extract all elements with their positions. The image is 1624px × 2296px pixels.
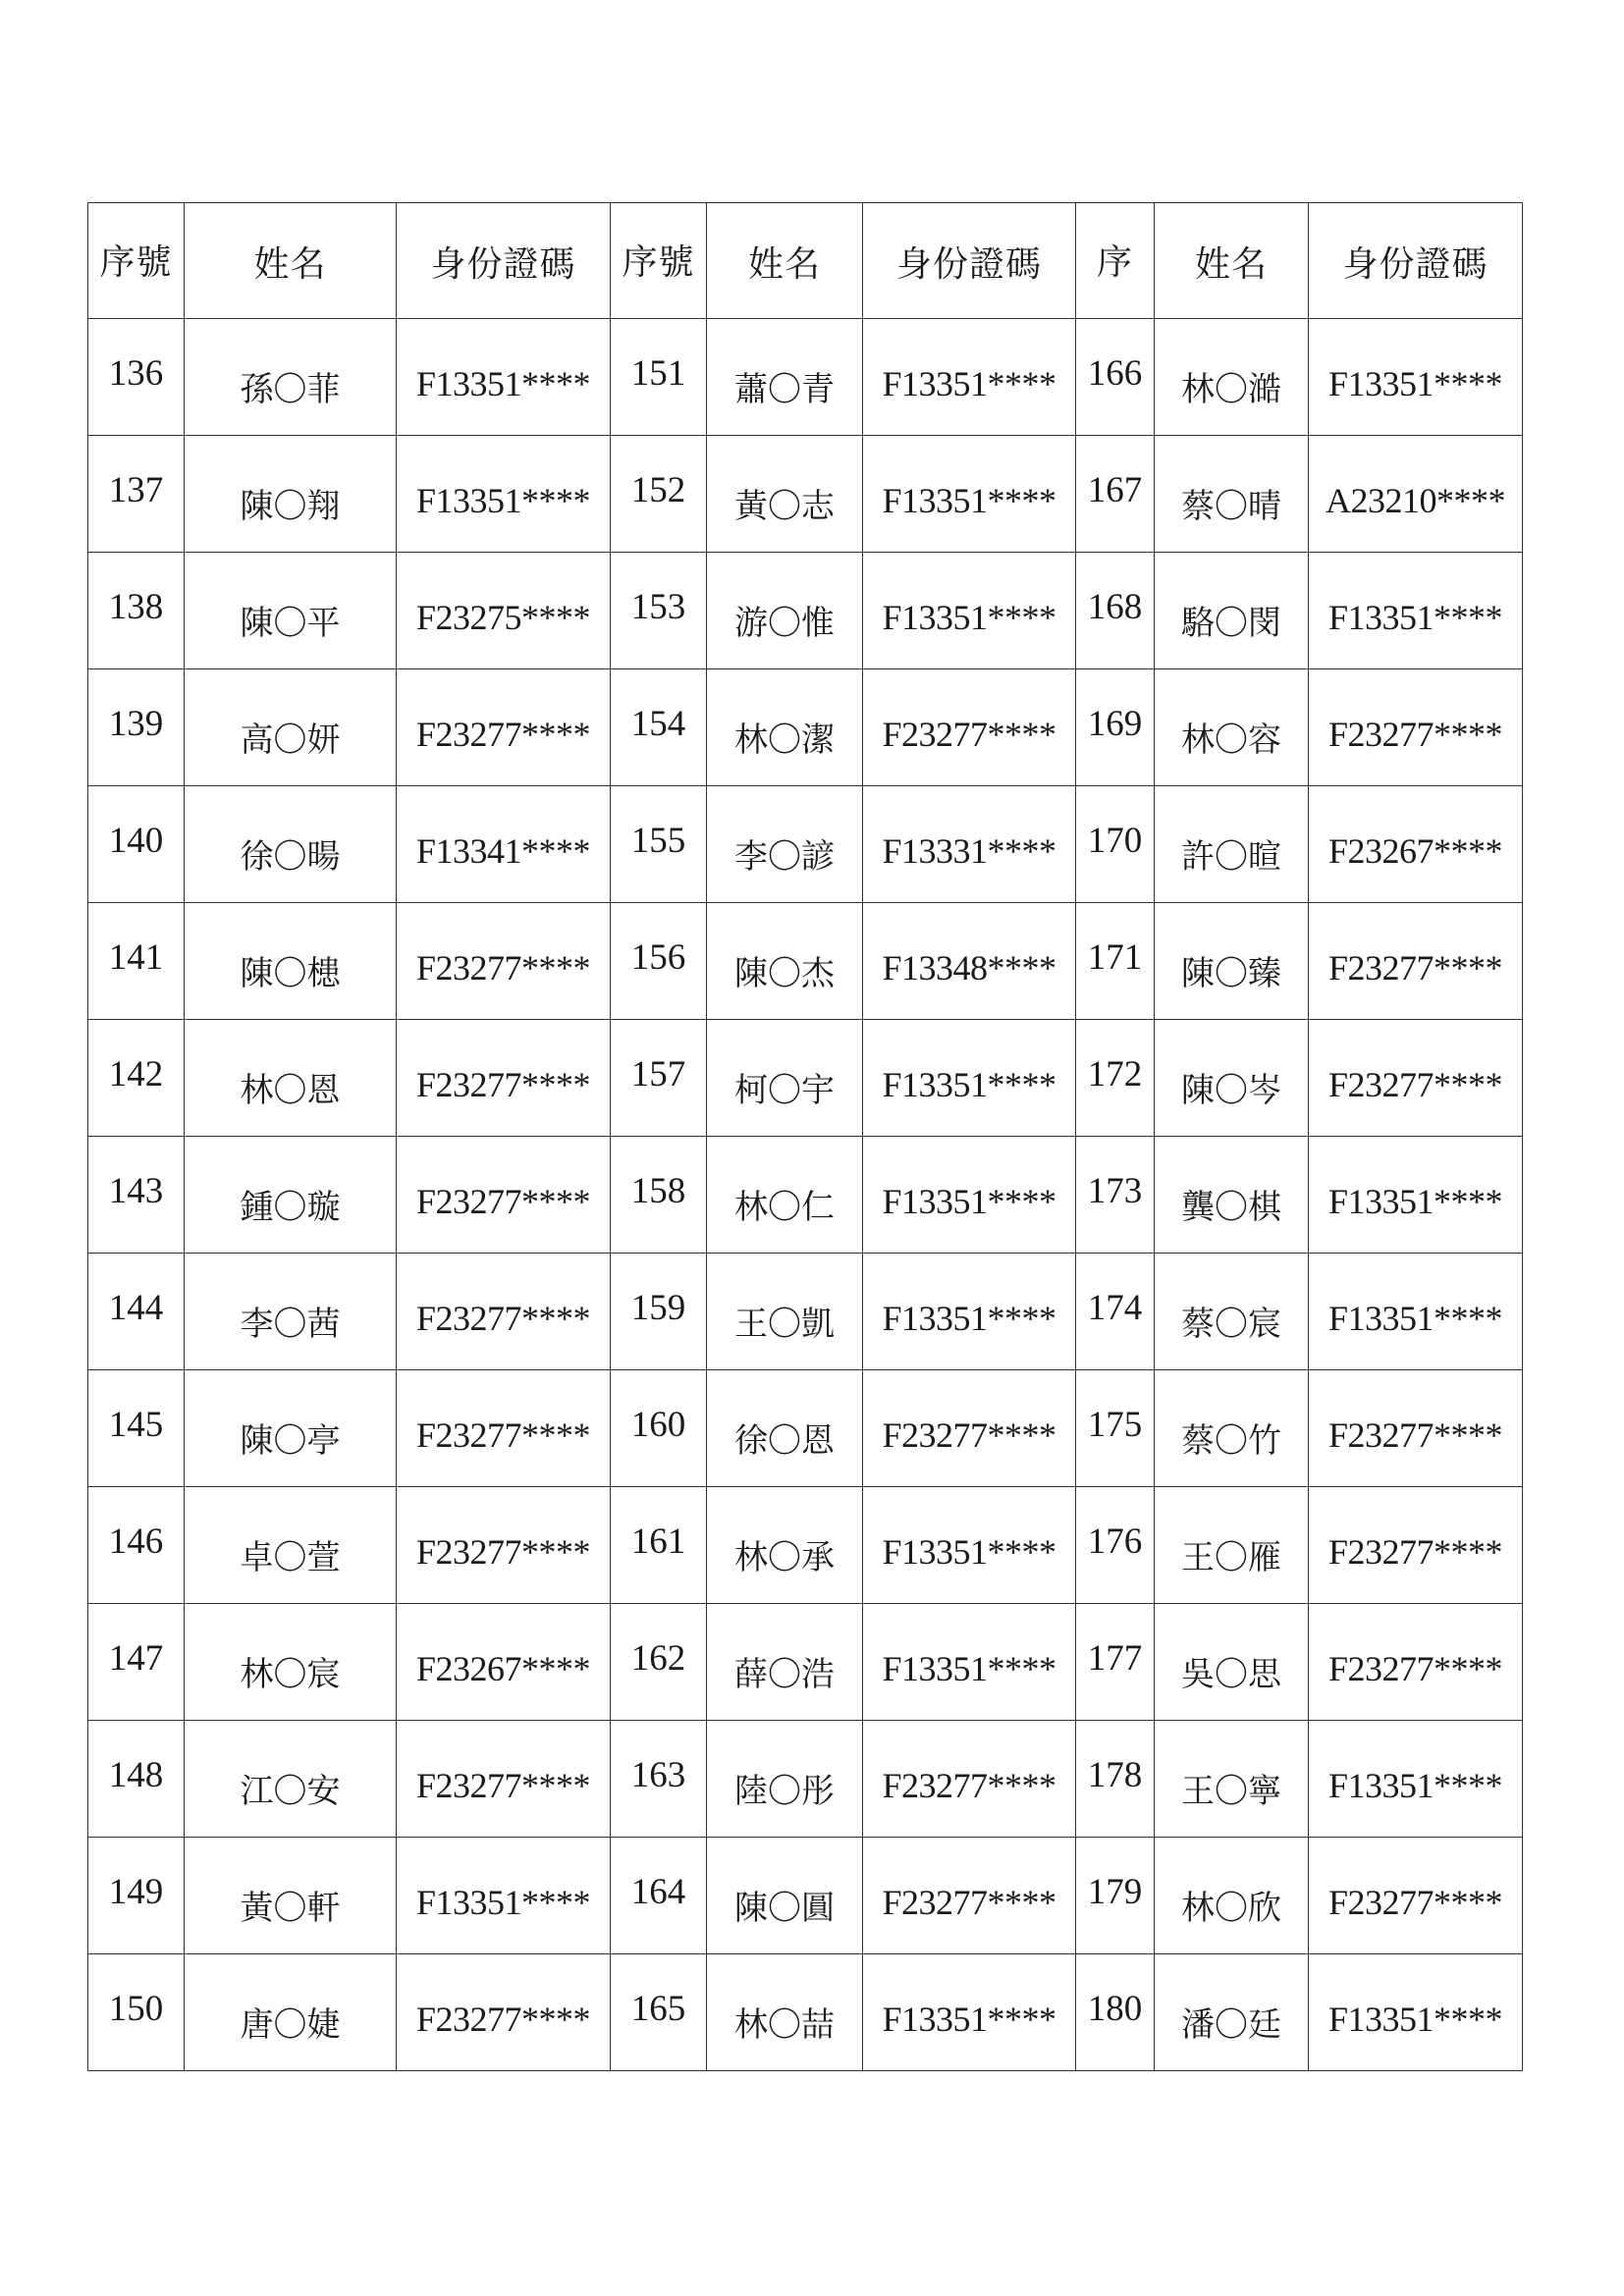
seq-cell: 165: [611, 1954, 707, 2071]
roster-body: [88, 319, 1523, 2071]
seq-cell: 180: [1076, 1954, 1155, 2071]
name-cell: 龔〇棋: [1155, 1137, 1309, 1254]
table-row: [88, 553, 1523, 669]
id-cell: F13331****: [863, 786, 1076, 903]
id-cell: F13351****: [1309, 1137, 1523, 1254]
name-cell: 陳〇翔: [185, 436, 397, 553]
seq-cell: 164: [611, 1838, 707, 1954]
name-cell: 李〇茜: [185, 1254, 397, 1370]
id-cell: F23277****: [863, 1838, 1076, 1954]
name-cell: 駱〇閔: [1155, 553, 1309, 669]
name-cell: 陳〇臻: [1155, 903, 1309, 1020]
seq-cell: 169: [1076, 669, 1155, 786]
name-cell: 林〇恩: [185, 1020, 397, 1137]
id-cell: F13348****: [863, 903, 1076, 1020]
name-cell: 王〇雁: [1155, 1487, 1309, 1604]
seq-cell: 147: [88, 1604, 185, 1721]
header-seq: 序: [1076, 203, 1155, 319]
seq-cell: 172: [1076, 1020, 1155, 1137]
seq-cell: 142: [88, 1020, 185, 1137]
id-cell: F23277****: [397, 1954, 611, 2071]
seq-cell: 155: [611, 786, 707, 903]
id-cell: F13351****: [1309, 553, 1523, 669]
id-cell: F23267****: [397, 1604, 611, 1721]
name-cell: 林〇宸: [185, 1604, 397, 1721]
seq-cell: 151: [611, 319, 707, 436]
seq-cell: 148: [88, 1721, 185, 1838]
table-row: [88, 903, 1523, 1020]
name-cell: 陳〇岑: [1155, 1020, 1309, 1137]
table-row: [88, 1838, 1523, 1954]
id-cell: F23277****: [1309, 1838, 1523, 1954]
name-cell: 陳〇平: [185, 553, 397, 669]
name-cell: 林〇喆: [707, 1954, 863, 2071]
id-cell: F23277****: [397, 903, 611, 1020]
name-cell: 林〇欣: [1155, 1838, 1309, 1954]
id-cell: F13351****: [863, 436, 1076, 553]
seq-cell: 166: [1076, 319, 1155, 436]
name-cell: 陳〇亭: [185, 1370, 397, 1487]
id-cell: F13351****: [397, 436, 611, 553]
id-cell: F23275****: [397, 553, 611, 669]
name-cell: 江〇安: [185, 1721, 397, 1838]
id-cell: F13341****: [397, 786, 611, 903]
table-row: [88, 1137, 1523, 1254]
id-cell: F13351****: [863, 1487, 1076, 1604]
table-row: [88, 786, 1523, 903]
seq-cell: 162: [611, 1604, 707, 1721]
id-cell: F13351****: [1309, 1721, 1523, 1838]
seq-cell: 145: [88, 1370, 185, 1487]
id-cell: F23277****: [863, 1721, 1076, 1838]
name-cell: 林〇承: [707, 1487, 863, 1604]
seq-cell: 173: [1076, 1137, 1155, 1254]
table-row: [88, 1604, 1523, 1721]
seq-cell: 154: [611, 669, 707, 786]
name-cell: 蕭〇青: [707, 319, 863, 436]
name-cell: 黃〇軒: [185, 1838, 397, 1954]
id-cell: F13351****: [863, 1020, 1076, 1137]
id-cell: F23277****: [1309, 669, 1523, 786]
header-id: 身份證碼: [1309, 203, 1523, 319]
header-id: 身份證碼: [863, 203, 1076, 319]
name-cell: 唐〇婕: [185, 1954, 397, 2071]
id-cell: F13351****: [1309, 319, 1523, 436]
seq-cell: 157: [611, 1020, 707, 1137]
seq-cell: 141: [88, 903, 185, 1020]
id-cell: F13351****: [863, 1954, 1076, 2071]
seq-cell: 137: [88, 436, 185, 553]
header-name: 姓名: [185, 203, 397, 319]
header-seq: 序號: [88, 203, 185, 319]
name-cell: 王〇凱: [707, 1254, 863, 1370]
table-row: [88, 1954, 1523, 2071]
seq-cell: 175: [1076, 1370, 1155, 1487]
id-cell: F23277****: [397, 1487, 611, 1604]
name-cell: 吳〇思: [1155, 1604, 1309, 1721]
name-cell: 蔡〇竹: [1155, 1370, 1309, 1487]
id-cell: F13351****: [1309, 1254, 1523, 1370]
seq-cell: 138: [88, 553, 185, 669]
name-cell: 孫〇菲: [185, 319, 397, 436]
id-cell: F23277****: [863, 669, 1076, 786]
name-cell: 蔡〇晴: [1155, 436, 1309, 553]
table-row: [88, 1020, 1523, 1137]
seq-cell: 160: [611, 1370, 707, 1487]
name-cell: 許〇暄: [1155, 786, 1309, 903]
id-cell: F23277****: [397, 1721, 611, 1838]
id-cell: F13351****: [863, 553, 1076, 669]
id-cell: F13351****: [863, 1604, 1076, 1721]
name-cell: 林〇容: [1155, 669, 1309, 786]
id-cell: F13351****: [397, 319, 611, 436]
name-cell: 徐〇暘: [185, 786, 397, 903]
name-cell: 陳〇槵: [185, 903, 397, 1020]
header-name: 姓名: [1155, 203, 1309, 319]
id-cell: F23267****: [1309, 786, 1523, 903]
name-cell: 陳〇杰: [707, 903, 863, 1020]
seq-cell: 140: [88, 786, 185, 903]
name-cell: 卓〇萱: [185, 1487, 397, 1604]
name-cell: 林〇澔: [1155, 319, 1309, 436]
name-cell: 林〇仁: [707, 1137, 863, 1254]
seq-cell: 158: [611, 1137, 707, 1254]
id-cell: F23277****: [397, 1020, 611, 1137]
id-cell: F23277****: [1309, 903, 1523, 1020]
id-cell: F23277****: [1309, 1604, 1523, 1721]
seq-cell: 170: [1076, 786, 1155, 903]
name-cell: 林〇潔: [707, 669, 863, 786]
name-cell: 蔡〇宸: [1155, 1254, 1309, 1370]
table-row: [88, 436, 1523, 553]
seq-cell: 163: [611, 1721, 707, 1838]
table-row: [88, 1721, 1523, 1838]
name-cell: 薛〇浩: [707, 1604, 863, 1721]
name-cell: 柯〇宇: [707, 1020, 863, 1137]
table-row: [88, 1254, 1523, 1370]
seq-cell: 159: [611, 1254, 707, 1370]
name-cell: 黃〇志: [707, 436, 863, 553]
name-cell: 徐〇恩: [707, 1370, 863, 1487]
id-cell: F23277****: [1309, 1020, 1523, 1137]
name-cell: 王〇寧: [1155, 1721, 1309, 1838]
seq-cell: 167: [1076, 436, 1155, 553]
seq-cell: 149: [88, 1838, 185, 1954]
seq-cell: 178: [1076, 1721, 1155, 1838]
table-row: [88, 669, 1523, 786]
seq-cell: 174: [1076, 1254, 1155, 1370]
seq-cell: 136: [88, 319, 185, 436]
seq-cell: 150: [88, 1954, 185, 2071]
id-cell: F13351****: [1309, 1954, 1523, 2071]
id-cell: F13351****: [863, 1137, 1076, 1254]
name-cell: 李〇諺: [707, 786, 863, 903]
name-cell: 陸〇彤: [707, 1721, 863, 1838]
id-cell: F13351****: [397, 1838, 611, 1954]
seq-cell: 176: [1076, 1487, 1155, 1604]
name-cell: 鍾〇璇: [185, 1137, 397, 1254]
table-row: [88, 319, 1523, 436]
seq-cell: 153: [611, 553, 707, 669]
id-cell: F23277****: [397, 669, 611, 786]
name-cell: 高〇妍: [185, 669, 397, 786]
header-row: [88, 203, 1523, 319]
id-cell: F23277****: [1309, 1370, 1523, 1487]
id-cell: F13351****: [863, 1254, 1076, 1370]
seq-cell: 143: [88, 1137, 185, 1254]
seq-cell: 146: [88, 1487, 185, 1604]
id-cell: F23277****: [397, 1137, 611, 1254]
name-cell: 陳〇圓: [707, 1838, 863, 1954]
seq-cell: 161: [611, 1487, 707, 1604]
id-cell: F23277****: [397, 1254, 611, 1370]
seq-cell: 179: [1076, 1838, 1155, 1954]
seq-cell: 152: [611, 436, 707, 553]
table-row: [88, 1487, 1523, 1604]
header-id: 身份證碼: [397, 203, 611, 319]
seq-cell: 171: [1076, 903, 1155, 1020]
id-cell: F23277****: [863, 1370, 1076, 1487]
name-cell: 潘〇廷: [1155, 1954, 1309, 2071]
id-cell: A23210****: [1309, 436, 1523, 553]
table-row: [88, 1370, 1523, 1487]
roster-table: [87, 202, 1523, 2071]
seq-cell: 139: [88, 669, 185, 786]
header-name: 姓名: [707, 203, 863, 319]
id-cell: F23277****: [397, 1370, 611, 1487]
seq-cell: 144: [88, 1254, 185, 1370]
header-seq: 序號: [611, 203, 707, 319]
seq-cell: 168: [1076, 553, 1155, 669]
id-cell: F13351****: [863, 319, 1076, 436]
seq-cell: 156: [611, 903, 707, 1020]
seq-cell: 177: [1076, 1604, 1155, 1721]
name-cell: 游〇惟: [707, 553, 863, 669]
id-cell: F23277****: [1309, 1487, 1523, 1604]
